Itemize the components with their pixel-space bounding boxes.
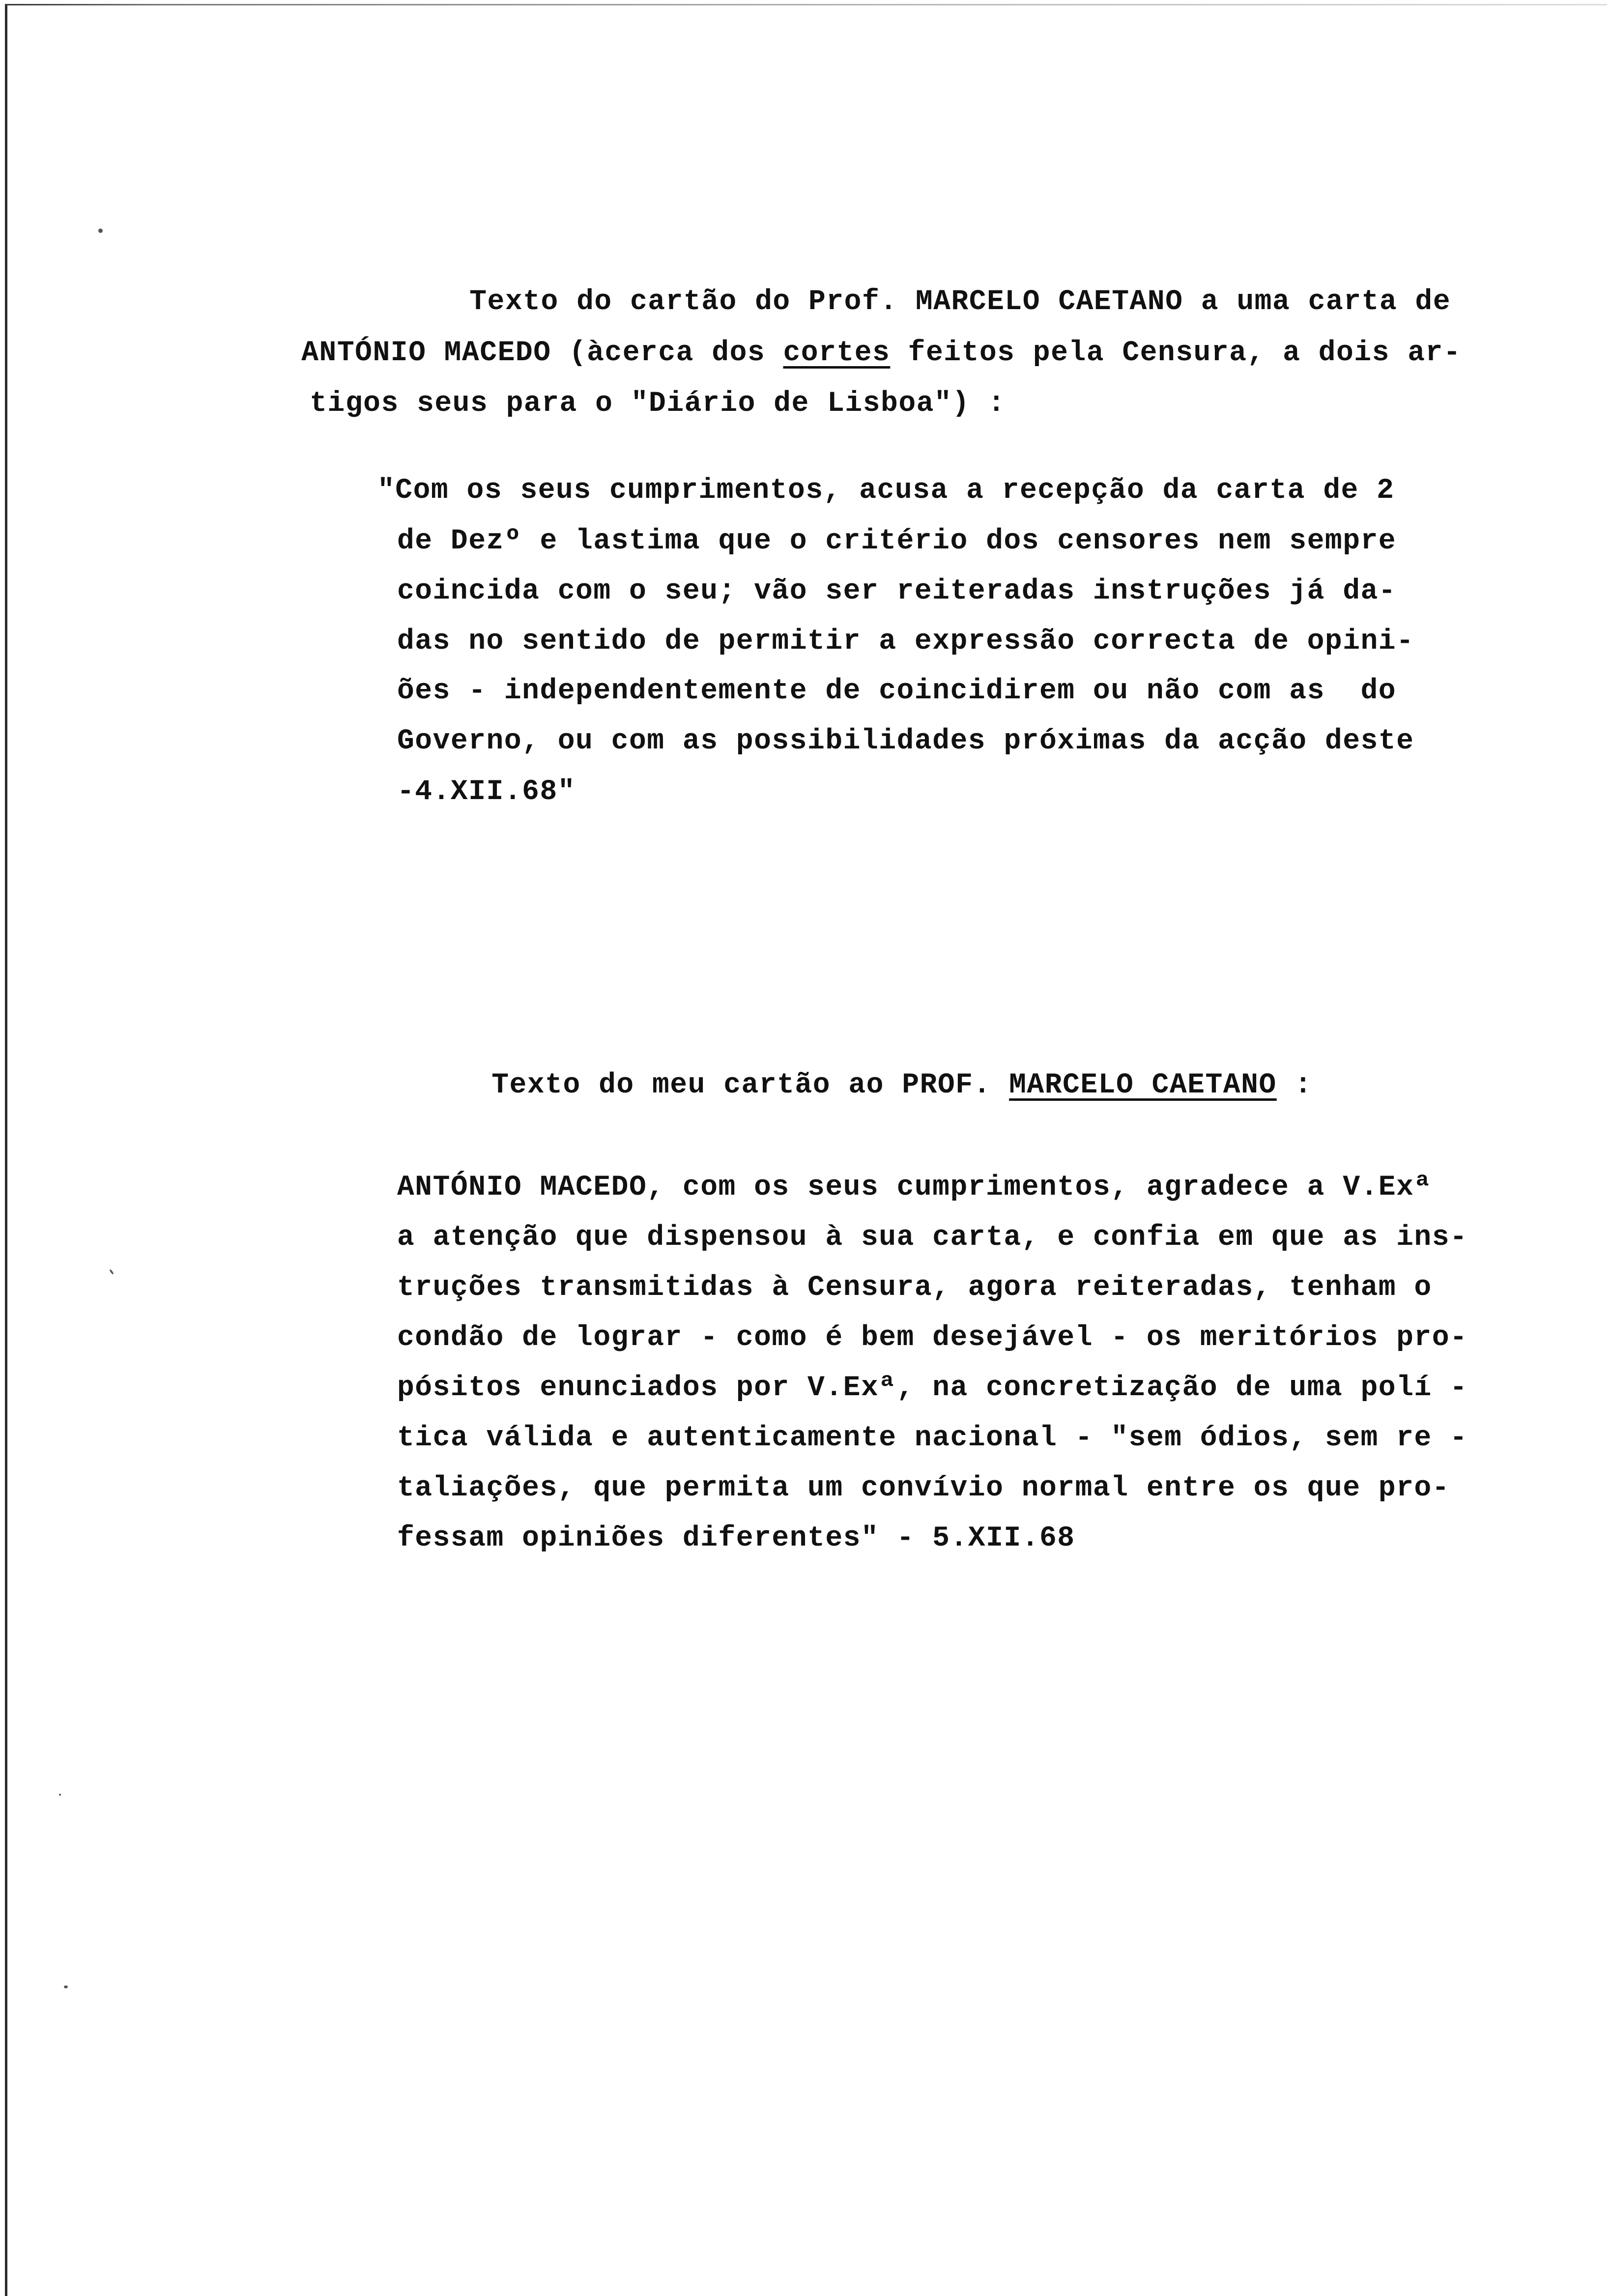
scan-edge-top [5, 4, 1607, 5]
section2-body-line-2: a atenção que dispensou à sua carta, e confia em que as ins- [397, 1222, 1468, 1254]
section1-quote-line-6: Governo, ou com as possibilidades próximas da acção deste [397, 725, 1414, 757]
scan-edge-left [5, 4, 7, 2296]
underlined-cortes: cortes [783, 337, 891, 369]
section2-body-line-6: tica válida e autenticamente nacional - "sem ódios, sem re - [397, 1422, 1468, 1454]
section1-quote-line-7: -4.XII.68" [397, 776, 576, 808]
section1-intro-line-1: Texto do cartão do Prof. MARCELO CAETANO a uma carta de [469, 286, 1451, 318]
section1-intro-line-2: ANTÓNIO MACEDO (àcerca dos cortes feitos pela Censura, a dois ar- [301, 337, 1462, 369]
scan-speck [98, 229, 103, 233]
section2-body-line-4: condão de lograr - como é bem desejável - os meritórios pro- [397, 1322, 1468, 1354]
section1-intro-line-3: tigos seus para o "Diário de Lisboa") : [310, 388, 1006, 420]
scan-speck [109, 1269, 114, 1275]
section2-body-line-1: ANTÓNIO MACEDO, com os seus cumprimentos, agradece a V.Exª [397, 1172, 1432, 1204]
section1-quote-line-2: de Dezº e lastima que o critério dos censores nem sempre [397, 525, 1397, 557]
section1-quote-line-3: coincida com o seu; vão ser reiteradas instruções já da- [397, 575, 1397, 607]
section2-body-line-8: fessam opiniões diferentes" - 5.XII.68 [397, 1522, 1075, 1554]
section2-body-line-5: pósitos enunciados por V.Exª, na concretização de uma polí - [397, 1372, 1468, 1404]
section2-body-line-3: truções transmitidas à Censura, agora reiteradas, tenham o [397, 1272, 1432, 1304]
scan-speck [59, 1794, 61, 1796]
section2-heading: Texto do meu cartão ao PROF. MARCELO CAETANO : [491, 1069, 1313, 1101]
section1-quote-line-1: "Com os seus cumprimentos, acusa a recepção da carta de 2 [377, 475, 1395, 507]
scan-speck [64, 1985, 68, 1988]
section2-body-line-7: taliações, que permita um convívio normal entre os que pro- [397, 1472, 1450, 1504]
underlined-name: MARCELO CAETANO [1009, 1069, 1277, 1101]
section1-quote-line-5: ões - independentemente de coincidirem ou não com as do [397, 675, 1397, 707]
section1-quote-line-4: das no sentido de permitir a expressão correcta de opini- [397, 626, 1414, 658]
